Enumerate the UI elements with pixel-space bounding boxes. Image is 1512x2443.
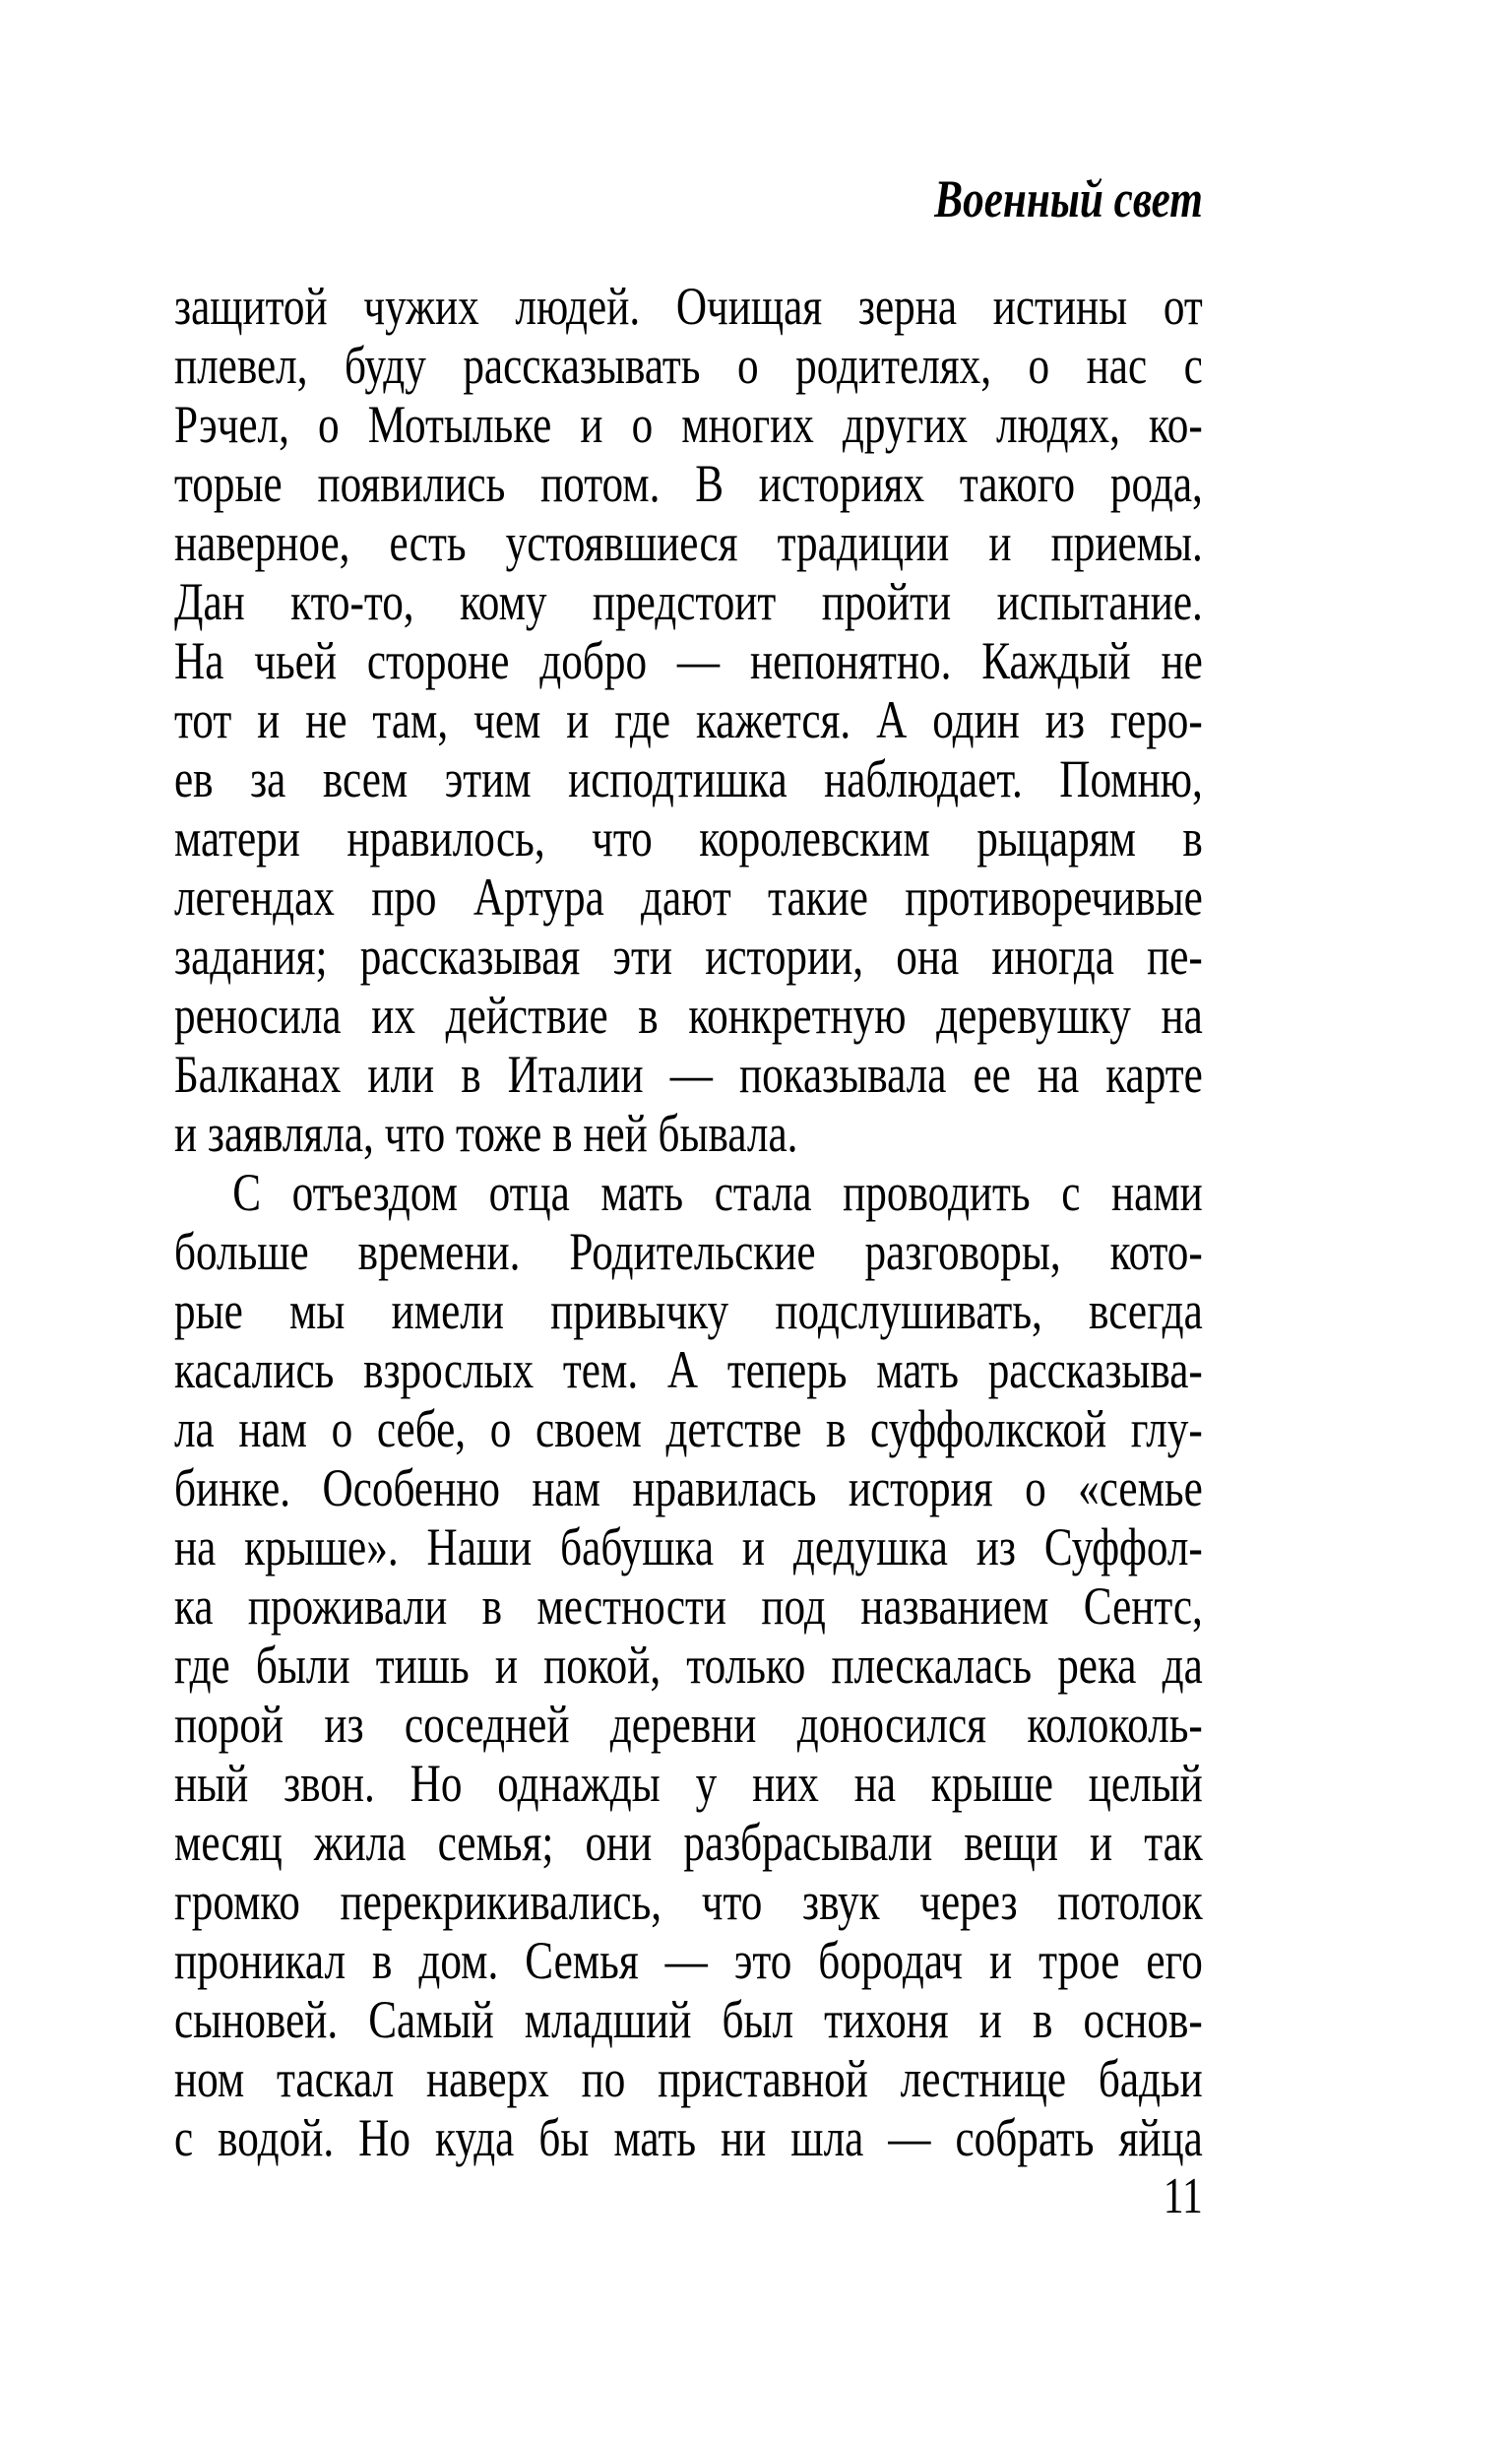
body-line: и заявляла, что тоже в ней бывала. — [174, 1104, 798, 1163]
body-line: месяц жила семья; они разбрасывали вещи и так — [174, 1813, 1203, 1872]
body-line: На чьей стороне добро — непонятно. Каждый не — [174, 631, 1203, 690]
body-line: реносила их действие в конкретную деревушку на — [174, 986, 1203, 1045]
body-line: Рэчел, о Мотыльке и о многих других людях, ко- — [174, 395, 1203, 454]
page-number: 11 — [1163, 2168, 1203, 2224]
body-line: ный звон. Но однажды у них на крыше целый — [174, 1754, 1203, 1813]
body-line: больше времени. Родительские разговоры, кото- — [174, 1222, 1203, 1281]
body-line: торые появились потом. В историях такого рода, — [174, 454, 1203, 513]
body-line: защитой чужих людей. Очищая зерна истины от — [174, 277, 1203, 336]
body-line: ев за всем этим исподтишка наблюдает. Помню, — [174, 749, 1203, 808]
body-line: на крыше». Наши бабушка и дедушка из Суффол- — [174, 1517, 1203, 1576]
text-block — [174, 169, 1203, 2226]
body-line: с водой. Но куда бы мать ни шла — собрать яйца — [174, 2108, 1203, 2167]
body-line: легендах про Артура дают такие противоречивые — [174, 868, 1203, 927]
body-line: задания; рассказывая эти истории, она иногда пе- — [174, 927, 1203, 986]
body-line: порой из соседней деревни доносился колоколь- — [174, 1695, 1203, 1754]
body-line: Дан кто-то, кому предстоит пройти испытание. — [174, 572, 1203, 631]
body-line: Балканах или в Италии — показывала ее на карте — [174, 1045, 1203, 1104]
body-line: касались взрослых тем. А теперь мать рассказыва- — [174, 1340, 1203, 1399]
body-line: проникал в дом. Семья — это бородач и трое его — [174, 1931, 1203, 1990]
body-line: где были тишь и покой, только плескалась река да — [174, 1636, 1203, 1695]
body-line: сыновей. Самый младший был тихоня и в основ- — [174, 1990, 1203, 2049]
body-line: бинке. Особенно нам нравилась история о «семье — [174, 1458, 1203, 1517]
body-line: плевел, буду рассказывать о родителях, о нас с — [174, 336, 1203, 395]
body-line: матери нравилось, что королевским рыцарям в — [174, 808, 1203, 868]
body-line: наверное, есть устоявшиеся традиции и приемы. — [174, 513, 1203, 572]
body-line: тот и не там, чем и где кажется. А один из геро- — [174, 690, 1203, 749]
body-line: ка проживали в местности под названием Сентс, — [174, 1576, 1203, 1636]
body-line: рые мы имели привычку подслушивать, всегда — [174, 1281, 1203, 1340]
body-line: С отъездом отца мать стала проводить с нами — [232, 1163, 1203, 1222]
body-line: ном таскал наверх по приставной лестнице бадьи — [174, 2049, 1203, 2108]
body-line: ла нам о себе, о своем детстве в суффолкской глу- — [174, 1399, 1203, 1458]
running-header: Военный свет — [934, 169, 1203, 228]
body-line: громко перекрикивались, что звук через потолок — [174, 1872, 1203, 1931]
